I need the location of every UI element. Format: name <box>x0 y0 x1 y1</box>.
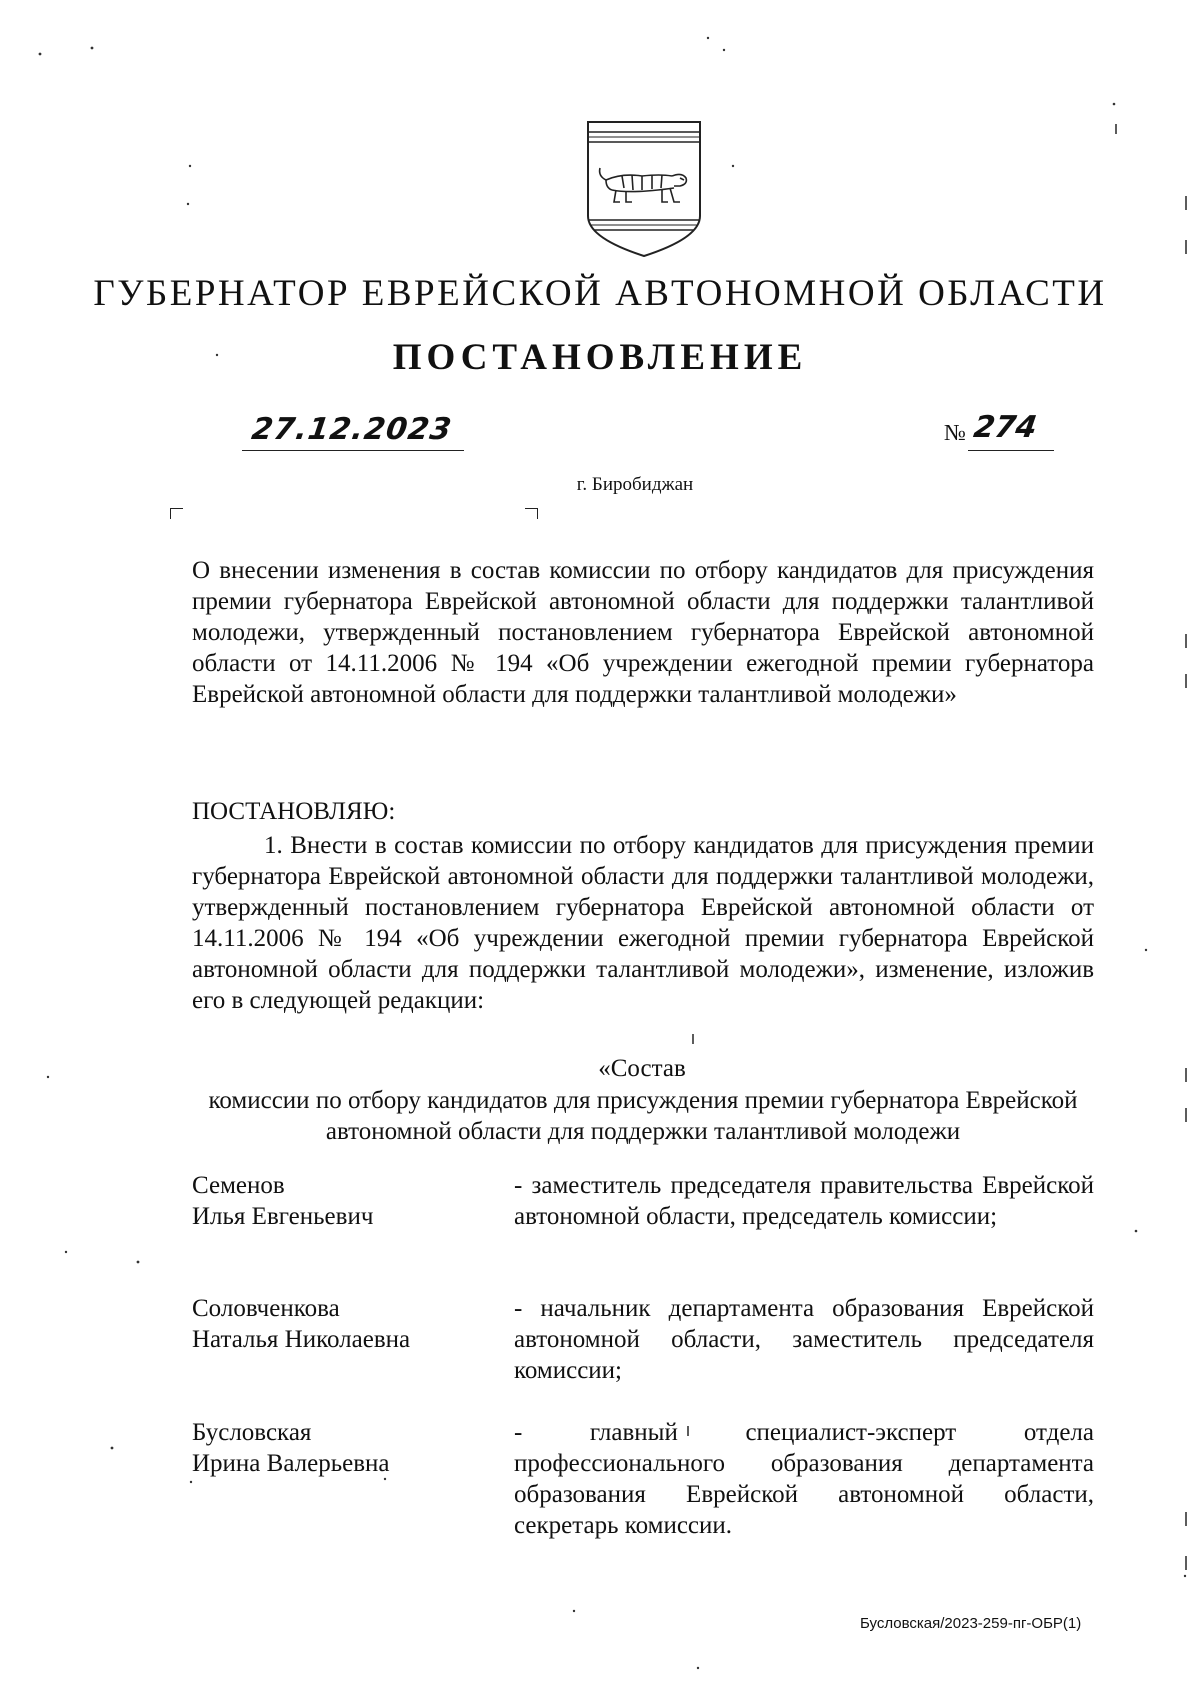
member-name <box>192 1170 492 1232</box>
document-type-title: ПОСТАНОВЛЕНИЕ <box>392 337 808 378</box>
footer-document-code: Бусловская/2023-259-пг-ОБР(1) <box>860 1615 1082 1632</box>
subject-bracket-left <box>170 508 183 519</box>
paragraph-1: 1. Внести в состав комиссии по отбору кандидатов для присуждения премии губернатора Еврейской автономной области для поддержки талантливой молодежи, утвержденный постановлением губернатора Еврейской автономной области от 14.11.2006 № 194 «Об учреждении ежегодной премии губернатора Еврейской автономной области для поддержки талантливой молодежи», изменение, изложив его в следующей редакции: <box>192 832 1094 1014</box>
member-surname: Семенов <box>192 1172 285 1199</box>
tiger-coat-of-arms-icon <box>582 118 706 260</box>
date-field <box>242 410 464 451</box>
number-label: № <box>944 420 966 445</box>
member-name <box>192 1417 492 1479</box>
member-given-names: Ирина Валерьевна <box>192 1450 390 1477</box>
member-surname: Соловченкова <box>192 1295 340 1322</box>
member-role: - заместитель председателя правительства Еврейской автономной области, председатель комиссии; <box>514 1172 1094 1230</box>
city-line: г. Биробиджан <box>576 474 694 495</box>
subject-bracket-right <box>525 508 538 519</box>
member-role: - главный специалист-эксперт отдела профессионального образования департамента образования Еврейской автономной области, секретарь комиссии. <box>514 1419 1094 1539</box>
number-field <box>968 410 1054 451</box>
member-surname: Бусловская <box>192 1419 312 1446</box>
member-given-names: Наталья Николаевна <box>192 1326 411 1353</box>
composition-title: «Состав <box>598 1055 686 1082</box>
date-handwritten: 27.12.2023 <box>249 412 455 447</box>
member-role: - начальник департамента образования Еврейской автономной области, заместитель председателя комиссии; <box>514 1295 1094 1384</box>
member-given-names: Илья Евгеньевич <box>192 1203 374 1230</box>
document-subject: О внесении изменения в состав комиссии по отбору кандидатов для присуждения премии губернатора Еврейской автономной области для поддержки талантливой молодежи, утвержденный постановлением губернатора Еврейской автономной области от 14.11.2006 № 194 «Об учреждении ежегодной премии губернатора Еврейской автономной области для поддержки талантливой молодежи» <box>192 557 1094 708</box>
composition-subtitle: комиссии по отбору кандидатов для присуждения премии губернатора Еврейской автономной области для поддержки талантливой молодежи <box>208 1087 1078 1145</box>
member-name <box>192 1293 492 1355</box>
number-handwritten: 274 <box>971 410 1040 445</box>
decree-word: ПОСТАНОВЛЯЮ: <box>192 798 396 825</box>
issuing-authority: ГУБЕРНАТОР ЕВРЕЙСКОЙ АВТОНОМНОЙ ОБЛАСТИ <box>93 273 1107 314</box>
